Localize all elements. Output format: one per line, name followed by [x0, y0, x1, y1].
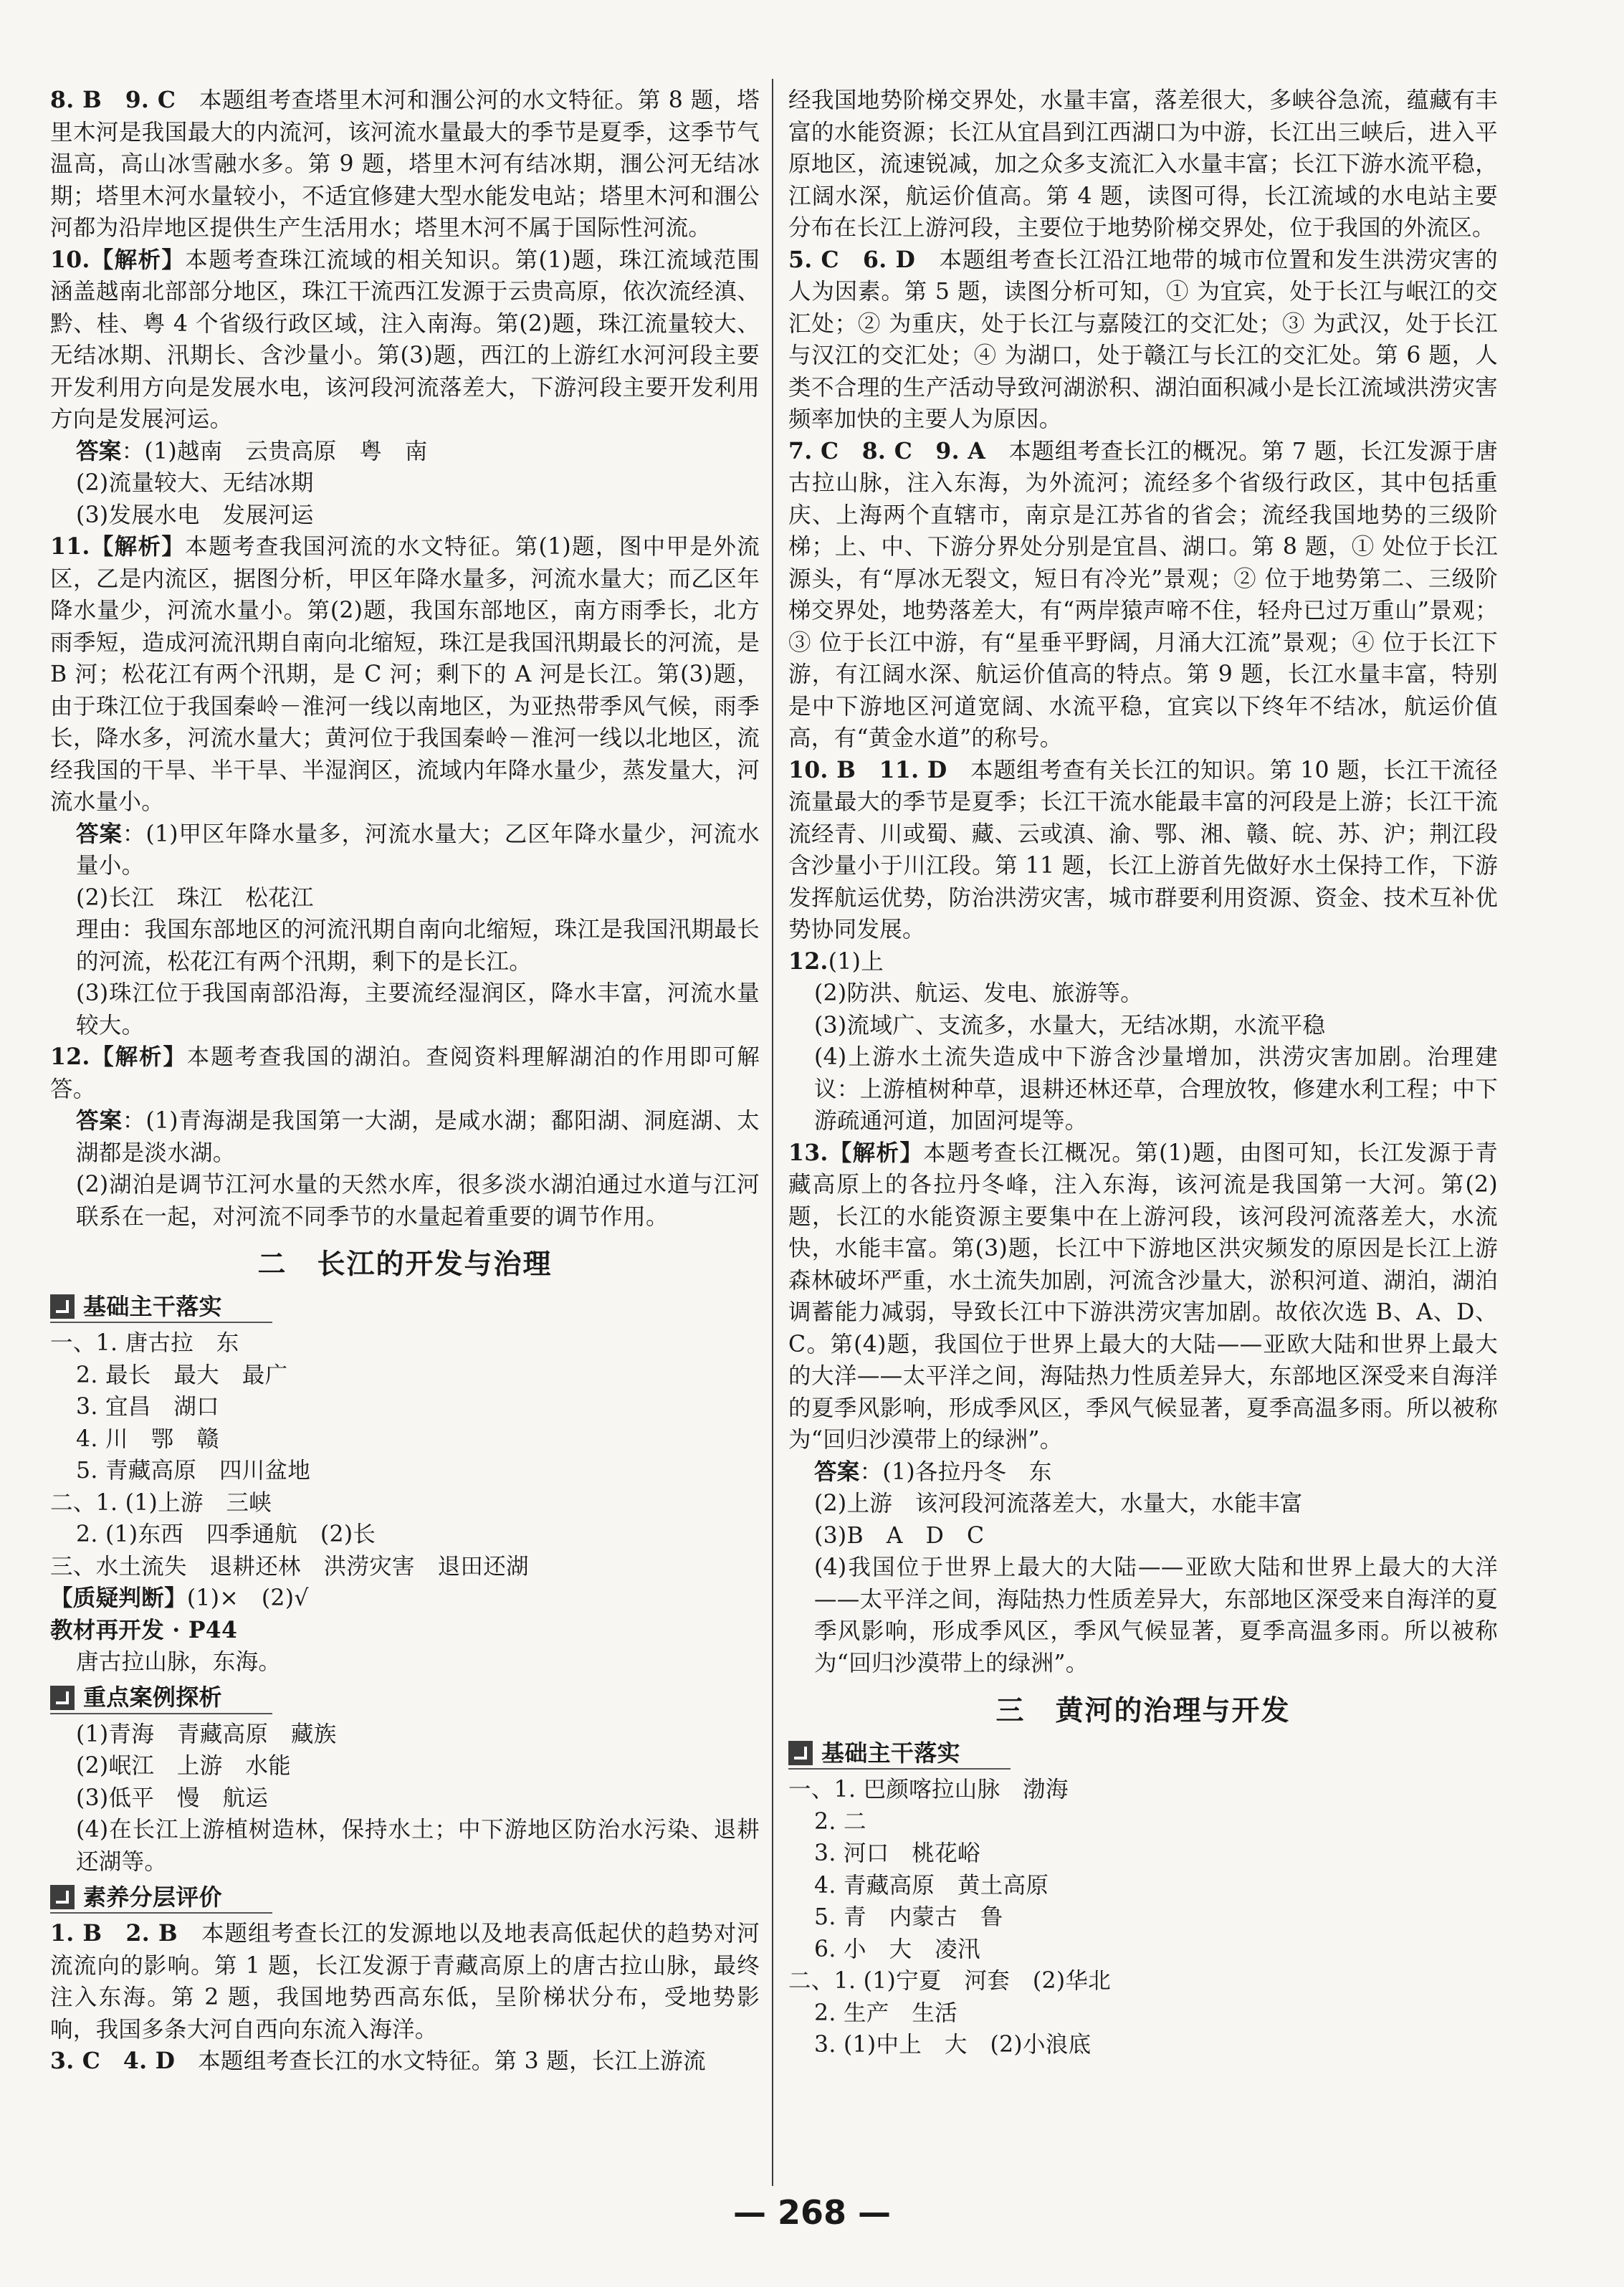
list-item: 二、1. (1)上游 三峡 — [50, 1489, 272, 1516]
list-item: 4. 川 鄂 赣 — [76, 1426, 219, 1452]
arrow-icon — [50, 1294, 75, 1319]
zhiyi-judgement: 【质疑判断】(1)× (2)√ — [50, 1585, 309, 1611]
arrow-icon — [50, 1885, 75, 1909]
list-item: 三、水土流失 退耕还林 洪涝灾害 退田还湖 — [50, 1553, 529, 1580]
jiaocai-label: 教材再开发 · P44 — [50, 1616, 238, 1643]
answer-13-key: 答案：(1)各拉丹冬 东 — [814, 1458, 1052, 1485]
list-item: (2)岷江 上游 水能 — [76, 1753, 291, 1779]
list-item: 5. 青 内蒙古 鲁 — [814, 1904, 1003, 1930]
list-item: 5. 青藏高原 四川盆地 — [76, 1458, 311, 1484]
right-column: 经我国地势阶梯交界处，水量丰富，落差很大，多峡谷急流，蕴藏有丰富的水能资源；长江从宜昌到江西湖口为中游，长江出三峡后，进入平原地区，流速锐减，加之众多支流汇入水量丰富；长江下游水流平稳，江阔水深，航运价值高。第 4 题，读图可得，长江流域的水电站主要分布在长江上游河段，主要位于地势阶梯交界处，位于我国的外流区。 5. C 6. D 本题组考查长江沿江地带的城市位置和发生洪涝灾害的人为因素。第 5 题，读图分析可知，① 为宜宾，处于长江与岷江的交汇处；② 为重庆，处于长江与嘉陵江的交汇处；③ 为武汉，处于长江与汉江的交汇处；④ 为湖口，处于赣江与长江的交汇处。第 6 题，人类不合理的生产活动导致河湖淤积、湖泊面积减小是长江流域洪涝灾害频率加快的主要人为原因。 7. C 8. C 9. A 本题组考查长江的概况。第 7 题，长江发源于唐古拉山脉，注入东海，为外流河；流经多个省级行政区，其中包括重庆、上海两个直辖市，南京是江苏省的省会；流经我国地势的三级阶梯；上、中、下游分界处分别是宜昌、湖口。第 8 题，① 处位于长江源头，有“厚冰无裂文，短日有冷光”景观；② 位于地势第二、三级阶梯交界处，地势落差大，有“两岸猿声啼不住，轻舟已过万重山”景观；③ 位于长江中游，有“星垂平野阔，月涌大江流”景观；④ 位于长江下游，有江阔水深、航运价值高的特点。第 9 题，长江水量丰富，特别是中下游地区河道宽阔、水流平稳，宜宾以下终年不结冰，航运价值高，有“黄金水道”的称号。 10. B 11. D 本题组考查有关长江的知识。第 10 题，长江干流径流量最大的季节是夏季；长江干流水能最丰富的河段是上游；长江干流流经青、川或蜀、藏、云或滇、渝、鄂、湘、赣、皖、苏、沪；荆江段含沙量小于川江段。第 11 题，长江上游首先做好水土保持工作，下游发挥航运优势，防治洪涝灾害，城市群要利用资源、资金、技术互补优势协同发展。 12.(1)上 (2)防洪、航运、发电、旅游等。 (3)流域广、支流多，水量大，无结冰期，水流平稳 (4)上游水土流失造成中下游含沙量增加，洪涝灾害加剧。治理建议：上游植树种草，退耕还林还草，合理放牧，修建水利工程；中下游疏通河道，加固河堤等。 13.【解析】本题考查长江概况。第(1)题，由图可知，长江发源于青藏高原上的各拉丹冬峰，注入东海，该河流是我国第一大河。第(2)题，长江的水能资源主要集中在上游河段，该河段河流落差大，水流快，水能丰富。第(3)题，长江中下游地区洪灾频发的原因是长江上游森林破坏严重，水土流失加剧，河流含沙量大，淤积河道、湖泊，湖泊调蓄能力减弱，导致长江中下游洪涝灾害加剧。故依次选 B、A、D、C。第(4)题，我国位于世界上最大的大陆——亚欧大陆和世界上最大的大洋——太平洋之间，海陆热力性质差异大，东部地区深受来自海洋的夏季风影响，形成季风区，季风气候显著，夏季高温多雨。所以被称为“回归沙漠带上的绿洲”。 答案：(1)各拉丹冬 东 (2)上游 该河段河流落差大，水量大，水能丰富 (3)B A D C (4)我国位于世界上最大的大陆——亚欧大陆和世界上最大的大洋——太平洋之间，海陆热力性质差异大，东部地区深受来自海洋的夏季风影响，形成季风区，季风气候显著，夏季高温多雨。所以被称为“回归沙漠带上的绿洲”。 三 黄河的治理与开发 基础主干落实 一、1. 巴颜喀拉山脉 渤海 2. 二 3. 河口 桃花峪 4. 青藏高原 黄土高原 5. 青 内蒙古 鲁 6. 小 大 凌汛 二、1. (1)宁夏 河套 (2)华北 2. 生产 生活 3. (1)中上 大 (2)小浪底 — [788, 85, 1498, 2061]
answer-12-right: 12.(1)上 — [788, 947, 884, 975]
list-item: (4)在长江上游植树造林，保持水土；中下游地区防治水污染、退耕还湖等。 — [76, 1817, 760, 1875]
answer-5-6: 5. C 6. D 本题组考查长江沿江地带的城市位置和发生洪涝灾害的人为因素。第 5 题，读图分析可知，① 为宜宾，处于长江与岷江的交汇处；② 为重庆，处于长江与嘉陵江的交汇处；③ 为武汉，处于长江与汉江的交汇处；④ 为湖口，处于赣江与长江的交汇处。第 6 题，人类不合理的生产活动导致河湖淤积、湖泊面积减小是长江流域洪涝灾害频率加快的主要人为原因。 — [788, 246, 1499, 432]
answer-10: 10.【解析】本题考查珠江流域的相关知识。第(1)题，珠江流域范围涵盖越南北部部分地区，珠江干流西江发源于云贵高原，依次流经滇、黔、桂、粤 4 个省级行政区域，注入南海。第(2)题，珠江流量较大、无结冰期、汛期长、含沙量小。第(3)题，西江的上游红水河河段主要开发利用方向是发展水电，该河段河流落差大，下游河段主要开发利用方向是发展河运。 — [50, 246, 760, 432]
list-item: 3. (1)中上 大 (2)小浪底 — [814, 2032, 1092, 2058]
answer-3-4: 3. C 4. D 本题组考查长江的水文特征。第 3 题，长江上游流 — [50, 2048, 706, 2074]
list-item: 3. 宜昌 湖口 — [76, 1394, 219, 1420]
arrow-icon — [788, 1741, 813, 1765]
list-item: 2. 最长 最大 最广 — [76, 1362, 288, 1388]
answer-3-4-continued: 经我国地势阶梯交界处，水量丰富，落差很大，多峡谷急流，蕴藏有丰富的水能资源；长江从宜昌到江西湖口为中游，长江出三峡后，进入平原地区，流速锐减，加之众多支流汇入水量丰富；长江下游水流平稳，江阔水深，航运价值高。第 4 题，读图可得，长江流域的水电站主要分布在长江上游河段，主要位于地势阶梯交界处，位于我国的外流区。 — [788, 87, 1498, 241]
list-item: 3. 河口 桃花峪 — [814, 1840, 980, 1866]
answer-10-key: 答案：(1)越南 云贵高原 粤 南 — [76, 437, 428, 464]
list-item: 2. 二 — [814, 1808, 866, 1835]
list-item: 4. 青藏高原 黄土高原 — [814, 1872, 1049, 1899]
list-item: 二、1. (1)宁夏 河套 (2)华北 — [788, 1968, 1112, 1994]
answer-8-9: 8. B 9. C 本题组考查塔里木河和涠公河的水文特征。第 8 题，塔里木河是我国最大的内流河，该河流水量最大的季节是夏季，这季节气温高，高山冰雪融水多。第 9 题，塔里木河有结冰期，涠公河无结冰期；塔里木河水量较小，不适宜修建大型水能发电站；塔里木河和涠公河都为沿岸地区提供生产生活用水；塔里木河不属于国际性河流。 — [50, 87, 760, 241]
arrow-icon — [50, 1686, 75, 1710]
list-item: 2. (1)东西 四季通航 (2)长 — [76, 1522, 376, 1547]
section-header-eval: 素养分层评价 — [50, 1881, 265, 1914]
list-item: 6. 小 大 凌汛 — [814, 1936, 980, 1962]
column-divider — [772, 79, 773, 2186]
answer-1-2: 1. B 2. B 本题组考查长江的发源地以及地表高低起伏的趋势对河流流向的影响。第 1 题，长江发源于青藏高原上的唐古拉山脉，最终注入东海。第 2 题，我国地势西高东低，呈阶梯状分布，受地势影响，我国多条大河自西向东流入海洋。 — [50, 1920, 760, 2043]
section-header-base: 基础主干落实 — [50, 1290, 265, 1323]
answer-7-8-9: 7. C 8. C 9. A 本题组考查长江的概况。第 7 题，长江发源于唐古拉山脉，注入东海，为外流河；流经多个省级行政区，其中包括重庆、上海两个直辖市，南京是江苏省的省会；流经我国地势的三级阶梯；上、中、下游分界处分别是宜昌、湖口。第 8 题，① 处位于长江源头，有“厚冰无裂文，短日有冷光”景观；② 位于地势第二、三级阶梯交界处，地势落差大，有“两岸猿声啼不住，轻舟已过万重山”景观；③ 位于长江中游，有“星垂平野阔，月涌大江流”景观；④ 位于长江下游，有江阔水深、航运价值高的特点。第 9 题，长江水量丰富，特别是中下游地区河道宽阔、水流平稳，宜宾以下终年不结冰，航运价值高，有“黄金水道”的称号。 — [788, 437, 1498, 751]
answer-13: 13.【解析】本题考查长江概况。第(1)题，由图可知，长江发源于青藏高原上的各拉丹冬峰，注入东海，该河流是我国第一大河。第(2)题，长江的水能资源主要集中在上游河段，该河段河流落差大，水流快，水能丰富。第(3)题，长江中下游地区洪灾频发的原因是长江上游森林破坏严重，水土流失加剧，河流含沙量大，淤积河道、湖泊，湖泊调蓄能力减弱，导致长江中下游洪涝灾害加剧。故依次选 B、A、D、C。第(4)题，我国位于世界上最大的大陆——亚欧大陆和世界上最大的大洋——太平洋之间，海陆热力性质差异大，东部地区深受来自海洋的夏季风影响，形成季风区，季风气候显著，夏季高温多雨。所以被称为“回归沙漠带上的绿洲”。 — [788, 1139, 1498, 1453]
list-item: 一、1. 巴颜喀拉山脉 渤海 — [788, 1777, 1069, 1803]
left-column: 8. B 9. C 本题组考查塔里木河和涠公河的水文特征。第 8 题，塔里木河是我国最大的内流河，该河流水量最大的季节是夏季，这季节气温高，高山冰雪融水多。第 9 题，塔里木河有结冰期，涠公河无结冰期；塔里木河水量较小，不适宜修建大型水能发电站；塔里木河和涠公河都为沿岸地区提供生产生活用水；塔里木河不属于国际性河流。 10.【解析】本题考查珠江流域的相关知识。第(1)题，珠江流域范围涵盖越南北部部分地区，珠江干流西江发源于云贵高原，依次流经滇、黔、桂、粤 4 个省级行政区域，注入南海。第(2)题，珠江流量较大、无结冰期、汛期长、含沙量小。第(3)题，西江的上游红水河河段主要开发利用方向是发展水电，该河段河流落差大，下游河段主要开发利用方向是发展河运。 答案：(1)越南 云贵高原 粤 南 (2)流量较大、无结冰期 (3)发展水电 发展河运 11.【解析】本题考查我国河流的水文特征。第(1)题，图中甲是外流区，乙是内流区，据图分析，甲区年降水量多，河流水量大；而乙区年降水量少，河流水量小。第(2)题，我国东部地区，南方雨季长，北方雨季短，造成河流汛期自南向北缩短，珠江是我国汛期最长的河流，是 B 河；松花江有两个汛期，是 C 河；剩下的 A 河是长江。第(3)题，由于珠江位于我国秦岭－淮河一线以南地区，为亚热带季风气候，雨季长，降水多，河流水量大；黄河位于我国秦岭－淮河一线以北地区，流经我国的干旱、半干旱、半湿润区，流域内年降水量少，蒸发量大，河流水量小。 答案：(1)甲区年降水量多，河流水量大；乙区年降水量少，河流水量小。 (2)长江 珠江 松花江 理由：我国东部地区的河流汛期自南向北缩短，珠江是我国汛期最长的河流，松花江有两个汛期，剩下的是长江。 (3)珠江位于我国南部沿海，主要流经湿润区，降水丰富，河流水量较大。 12.【解析】本题考查我国的湖泊。查阅资料理解湖泊的作用即可解答。 答案：(1)青海湖是我国第一大湖，是咸水湖；鄱阳湖、洞庭湖、太湖都是淡水湖。 (2)湖泊是调节江河水量的天然水库，很多淡水湖泊通过水道与江河联系在一起，对河流不同季节的水量起着重要的调节作用。 二 长江的开发与治理 基础主干落实 一、1. 唐古拉 东 2. 最长 最大 最广 3. 宜昌 湖口 4. 川 鄂 赣 5. 青藏高原 四川盆地 二、1. (1)上游 三峡 2. (1)东西 四季通航 (2)长 三、水土流失 退耕还林 洪涝灾害 退田还湖 【质疑判断】(1)× (2)√ 教材再开发 · P44 唐古拉山脉，东海。 重点案例探析 (1)青海 青藏高原 藏族 (2)岷江 上游 水能 (3)低平 慢 航运 (4)在长江上游植树造林，保持水土；中下游地区防治水污染、退耕还湖等。 素养分层评价 1. B 2. B 本题组考查长江的发源地以及地表高低起伏的趋势对河流流向的影响。第 1 题，长江发源于青藏高原上的唐古拉山脉，最终注入东海。第 2 题，我国地势西高东低，呈阶梯状分布，受地势影响，我国多条大河自西向东流入海洋。 3. C 4. D 本题组考查长江的水文特征。第 3 题，长江上游流 — [50, 85, 760, 2078]
list-item: (3)低平 慢 航运 — [76, 1785, 269, 1811]
answer-12: 12.【解析】本题考查我国的湖泊。查阅资料理解湖泊的作用即可解答。 — [50, 1044, 760, 1102]
section-header-case: 重点案例探析 — [50, 1681, 265, 1714]
section-header-base-right: 基础主干落实 — [788, 1737, 1003, 1770]
page-number: — 268 — — [732, 2193, 892, 2232]
answer-11: 11.【解析】本题考查我国河流的水文特征。第(1)题，图中甲是外流区，乙是内流区，据图分析，甲区年降水量多，河流水量大；而乙区年降水量少，河流水量小。第(2)题，我国东部地区，南方雨季长，北方雨季短，造成河流汛期自南向北缩短，珠江是我国汛期最长的河流，是 B 河；松花江有两个汛期，是 C 河；剩下的 A 河是长江。第(3)题，由于珠江位于我国秦岭－淮河一线以南地区，为亚热带季风气候，雨季长，降水多，河流水量大；黄河位于我国秦岭－淮河一线以北地区，流经我国的干旱、半干旱、半湿润区，流域内年降水量少，蒸发量大，河流水量小。 — [50, 533, 760, 815]
section-title-yellow-river: 三 黄河的治理与开发 — [995, 1694, 1291, 1727]
answer-11-key: 答案：(1)甲区年降水量多，河流水量大；乙区年降水量少，河流水量小。 — [76, 820, 760, 879]
answer-12-key: 答案：(1)青海湖是我国第一大湖，是咸水湖；鄱阳湖、洞庭湖、太湖都是淡水湖。 — [76, 1107, 760, 1166]
section-title-yangtze: 二 长江的开发与治理 — [257, 1248, 553, 1281]
list-item: 2. 生产 生活 — [814, 2000, 957, 2026]
answer-10-11: 10. B 11. D 本题组考查有关长江的知识。第 10 题，长江干流径流量最大的季节是夏季；长江干流水能最丰富的河段是上游；长江干流流经青、川或蜀、藏、云或滇、渝、鄂、湘、赣、皖、苏、沪；荆江段含沙量小于川江段。第 11 题，长江上游首先做好水土保持工作，下游发挥航运优势，防治洪涝灾害，城市群要利用资源、资金、技术互补优势协同发展。 — [788, 756, 1498, 942]
list-item: (1)青海 青藏高原 藏族 — [76, 1721, 337, 1747]
list-item: 一、1. 唐古拉 东 — [50, 1330, 239, 1356]
jiaocai-text: 唐古拉山脉，东海。 — [76, 1649, 282, 1675]
